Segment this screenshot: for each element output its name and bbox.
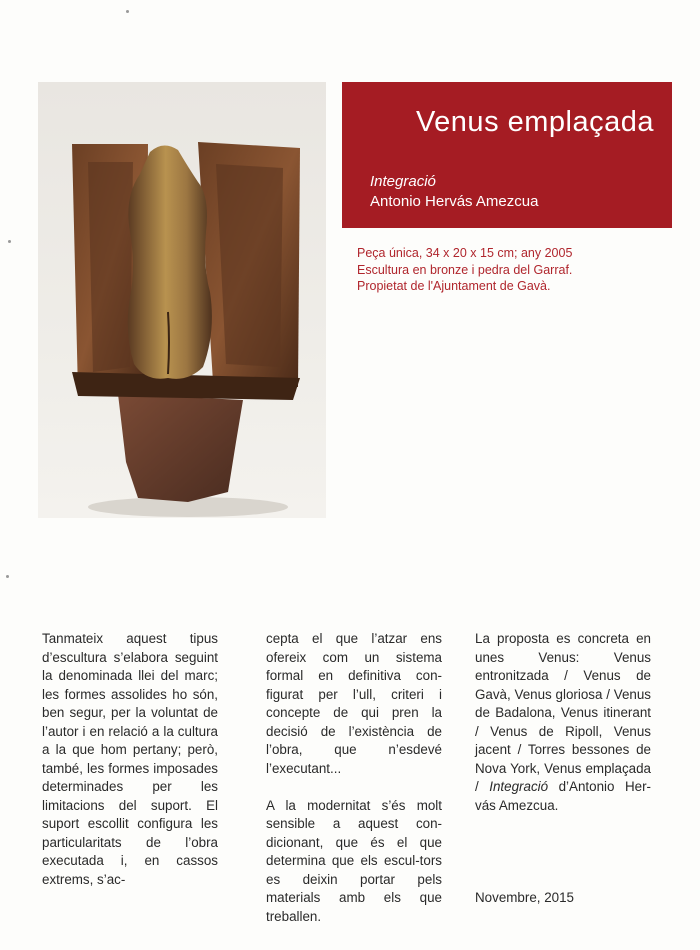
italic-title: Integració xyxy=(489,779,549,794)
text-column-3 xyxy=(475,630,651,815)
speck xyxy=(126,10,129,13)
paragraph-end: d’Antonio Her-vás Amezcua. xyxy=(475,779,651,813)
detail-line: Escultura en bronze i pedra del Garraf. xyxy=(357,262,573,277)
artist-name: Antonio Hervás Amezcua xyxy=(370,193,539,210)
date: Novembre, 2015 xyxy=(475,890,574,905)
title-banner xyxy=(342,82,672,228)
sculpture-photo xyxy=(38,82,326,518)
sculpture-icon xyxy=(38,82,326,518)
paragraph xyxy=(475,630,651,815)
subtitle xyxy=(370,172,538,212)
paragraph-text: La proposta es concreta en unes Venus: Venus entronitzada / Venus de Gavà, Venus gloriosa / Venus de Badalona, Venus itinerant / Venus de Ripoll, Venus jacent / Torres bessones de Nova York, Venus emplaçada / xyxy=(475,631,651,794)
paragraph: A la modernitat s’és molt sensible a aquest con-dicionant, que és el que determina que els escul-tors es deixin portar pels materials amb els que treballen. xyxy=(266,797,442,924)
detail-line: Propietat de l'Ajuntament de Gavà. xyxy=(357,279,551,293)
artwork-details xyxy=(357,245,572,295)
paragraph: Tanmateix aquest tipus d’escultura s’elabora seguint la denominada llei del marc; les formes assolides ho són, ben segur, per la voluntat de l’autor i en relació a la cultura a la que hom pertany; però, també, les formes imposades determinades per les limitacions del suport. El suport escollit configura les particularitats de l’obra executada i, en cassos extrems, s’ac- xyxy=(42,631,218,887)
work-subtitle: Integració xyxy=(370,173,436,190)
speck xyxy=(6,575,9,578)
paragraph: cepta el que l’atzar ens ofereix com un sistema formal en definitiva con-figurat per l’ull, criteri i concepte de qui pren la decisió de l’existència de l’obra, que n’esdevé l’executant... xyxy=(266,631,442,776)
text-column-1 xyxy=(42,630,218,889)
speck xyxy=(8,240,11,243)
detail-line: Peça única, 34 x 20 x 15 cm; any 2005 xyxy=(357,246,573,260)
page-title: Venus emplaçada xyxy=(415,106,654,138)
text-column-2 xyxy=(266,630,442,926)
